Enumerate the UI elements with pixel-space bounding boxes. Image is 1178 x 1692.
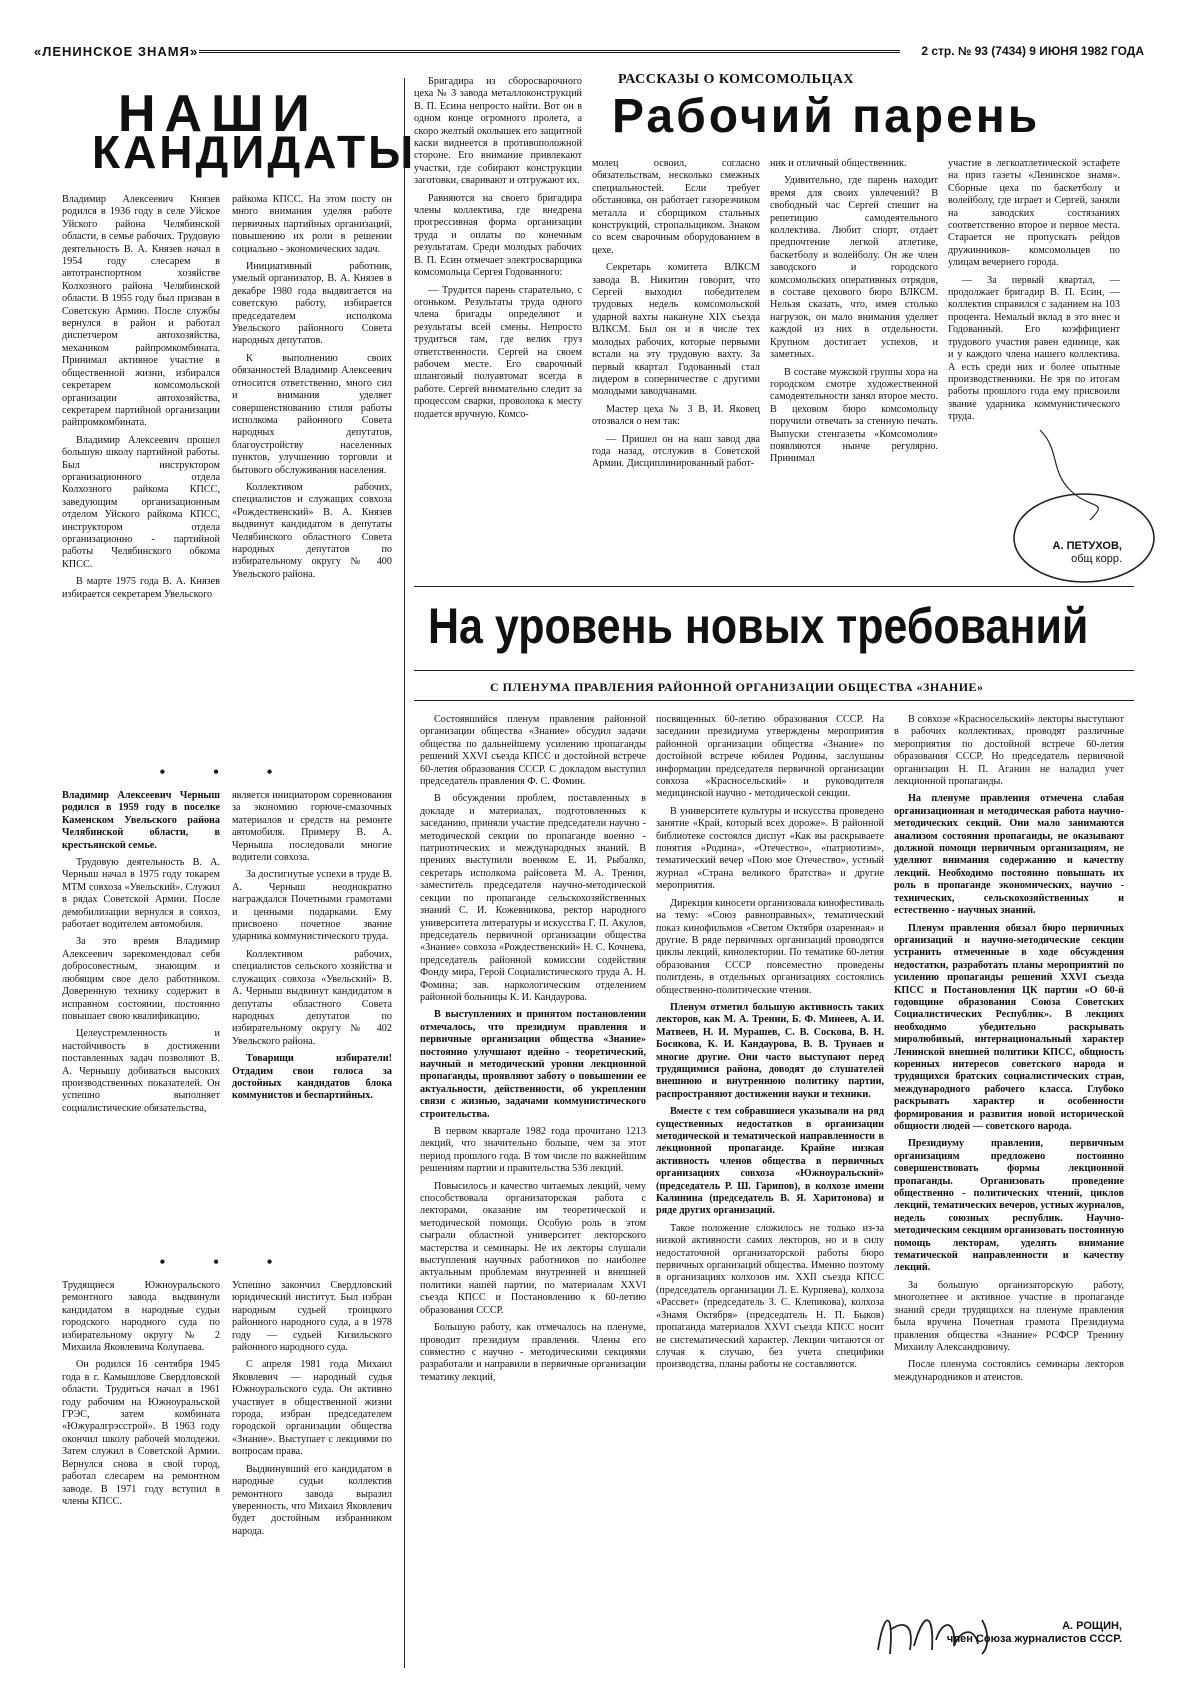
level-title: На уровень новых требований [428,598,1089,654]
paragraph: Мастер цеха № 3 В. И. Яковец отозвался о нем так: [592,403,760,428]
candidates-col1c [62,1280,220,1650]
separator-dots: • • • [159,1254,295,1271]
paragraph: — Пришел он на наш завод два года назад, отслужив в Советской Армии. Дисциплинированный работ- [592,433,760,470]
paragraph: С апреля 1981 года Михаил Яковлевич — народный судья Южноуральского суда. Он активно участвует в общественной жизни города, избран председателем городской организации общества «Знание». Выступает с лекциями по вопросам права. [232,1359,392,1458]
paragraph: Равняются на своего бригадира члены коллектива, где внедрена прогрессивная форма организации труда и оплаты по конечным результатам. Среди молодых рабочих В. П. Есин отмечает электросварщика комсомольца Сергея Годованного: [414,192,582,279]
worker-col3 [770,158,938,574]
paragraph: После пленума состоялись семинары лекторов международников и атеистов. [894,1359,1124,1383]
paragraph: Целеустремленность и настойчивость в достижении поставленных задач позволяют В. А. Чернышу добиваться высоких производственных показателей. Он успешно выполняет социалистические обязательства, [62,1028,220,1114]
worker-title: Рабочий парень [612,90,1041,143]
paragraph: Он родился 16 сентября 1945 года в г. Камышлове Свердловской области. Трудиться начал в 1961 году рабочим на Южноуральской ГРЭС, затем комбината «Южуралгрэсстрой». В 1963 году окончил школу рабочей молодежи. Затем служил в Советской Армии. Вернулся снова в свой город, работал слесарем на ремонтном заводе. В 1971 году вступил в члены КПСС. [62,1359,220,1507]
section-divider [414,586,1134,587]
paragraph: Трудящиеся Южноуральского ремонтного завода выдвинули кандидатом в народные судьи городского народного суда по избирательному округу № 2 Михаила Яковлевича Колупаева. [62,1280,220,1354]
newspaper-header [34,40,1144,66]
paragraph: Президиуму правления, первичным организациям предложено постоянно совершенствовать формы лекционной пропаганды. Организовать проведение общественно - политических чтений, циклов лекций, тематических вечеров, устных журналов, недель союзных республик. Научно-методическим секциям организовать постоянную помощь лекторам, уделять внимание тематической направленности и качеству лекций. [894,1138,1124,1274]
worker-col1 [414,76,582,574]
paragraph: Большую работу, как отмечалось на пленуме, проводит президиум правления. Члены его совместно с научно - методическими секциями разработали и направили в первичные организации тематику лекций, [420,1322,646,1383]
paragraph: Удивительно, где парень находит время для своих увлечений? В свободный час Сергей спешит на репетицию самодеятельного коллектива. Любит спорт, отдает предпочтение легкой атлетике, баскетболу и волейболу. Он же член заводского и городского комсомольских оперативных отрядов, в составе цехового бюро ВЛКСМ. Нельзя сказать, что, имея столько нагрузок, он мало внимания уделяет каждой из них в отдельности. Крупном достигает успехов, и заметных. [770,175,938,361]
candidates-col2c [232,1280,392,1650]
separator-dots: • • • [159,764,295,781]
paragraph: Владимир Алексеевич прошел большую школу партийной работы. Был инструктором организационного отдела Колхозного райкома КПСС, заведующим организационным отделом Уйского райкома КПСС, инструктором отдела организационно - партийной работы Челябинского обкома КПСС. [62,434,220,570]
paragraph: Вместе с тем собравшиеся указывали на ряд существенных недостатков в организации методической и тематической направленности в лекционной пропаганде. Крайне низкая активность членов общества в первичных организациях совхоза «Южноуральский» (председатель Р. Ш. Гарипов), в колхозе имени Калинина (председатель В. Я. Харитонова) и ряде других организаций. [656,1106,884,1217]
signature-role: общ корр. [1071,553,1122,565]
paragraph: На пленуме правления отмечена слабая организационная и методическая работа научно-методических секций. Они мало занимаются анализом состояния пропаганды, не оказывают должной помощи первичным организациям, не уделяют внимания содержанию и качеству лекций. Необходимо постоянно повышать их роль в пропаганде экономических, научно - технических, сельскохозяйственных и естественно - научных знаний. [894,793,1124,917]
paragraph: В обсуждении проблем, поставленных в докладе и материалах, подготовленных к заседанию, приняли участие председатели научно - методической секции по пропаганде военно - патриотических и международных знаний. В прениях выступили военком Е. И. Рыбалко, секретарь исполкома райсовета М. А. Тренин, заместитель председателя научно-методической секции по пропаганде сельскохозяйственных знаний С. И. Кожевникова, ректор народного университета литературы и искусства Г. П. Акулов, председатель первичной организации общества «Знание» совхоза «Рождественский» Н. С. Кочнева, председатель районной комиссии содействия Фонду мира, Герой Социалистического труда А. Н. Фомина; зав. наркологическим отделением районной больницы К. И. Кандаурова. [420,793,646,1003]
paragraph: Коллективом рабочих, специалистов и служащих совхоза «Рождественский» В. А. Князев выдвинут кандидатом в депутаты Челябинского областного Совета народных депутатов по избирательному округу № 400 Увельского района. [232,481,392,580]
paragraph: — За первый квартал, — продолжает бригадир В. П. Есин, — коллектив справился с заданием на 103 процента. Немалый вклад в это внес и Годованный. Его коэффициент трудового участия равен единице, как и у каждого члена нашего коллектива. А есть среди них и более опытные производственники. Не зря по итогам работы прошлого года ему присвоили звание ударника коммунистического труда. [948,274,1120,423]
paragraph: посвященных 60-летию образования СССР. На заседании президиума утверждены мероприятия районной организации общества «Знание» по достойной встрече юбилея Родины, заслушаны информации председателя первичной организации совхоза «Красносельский» и руководителя медицинской научно - методической секции. [656,714,884,800]
paragraph: Такое положение сложилось не только из-за низкой активности самих лекторов, но и в силу недостаточной организаторской работы бюро первичных организаций общества. Именно поэтому в организациях колхозов им. XXII съезда КПСС (председатель организации Л. Е. Курпяева), колхоза «Рассвет» (председатель З. С. Клепикова), колхоза «Знамя Октября» (председатель Н. П. Быков) пропаганда материалов XXVI съезда КПСС носит не систематический характер. Лекции читаются от случая к случаю, без учета специфики производства, планы работы не составляются. [656,1222,884,1371]
paragraph: Бригадира из сборосварочного цеха № 3 завода металлоконструкций В. П. Есина непросто найти. Вот он в одном конце огромного пролета, а скоро желтый околышек его защитной каски виднеется в противоположной стороне. Его внимание привлекают участки, где собирают конструкции заготовки, сваривают и отгружают их. [414,76,582,187]
paragraph: Пленум правления обязал бюро первичных организаций и научно-методические секции устранить отмеченные в ходе обсуждения недостатки, разработать планы мероприятий по усилению пропаганды решений XXVI съезда КПСС и Постановления ЦК партии «О 60-й годовщине образования Союза Советских Социалистических Республик». В лекциях необходимо убедительно раскрывать миролюбивый, интернациональный характер Ленинской внешней политики КПСС, общность коренных интересов советского народа и трудящихся братских социалистических стран, международного рабочего класса. Глубоко раскрывать характер и особенности формирования и развития новой исторической общности людей — советского народа. [894,922,1124,1132]
candidates-col1b [62,790,220,1280]
subtitle-rule [414,700,1134,701]
paragraph: Трудовую деятельность В. А. Черныш начал в 1975 году токарем МТМ совхоза «Увельский». Служил в рядах Советской Армии. После демобилизации вернулся в совхоз, работает водителем автомобиля. [62,857,220,931]
paragraph: райкома КПСС. На этом посту он много внимания уделяя работе первичных партийных организаций, повышению их роли в решении социально - экономических задач. [232,194,392,255]
paragraph: В составе мужской группы хора на городском смотре художественной самодеятельности занял второе место. В цеховом бюро комсомольцу поручили отвечать за стенную печать. Выпуски стенгазеты «Комсомолия» появляются нынче регулярно. Принимал [770,366,938,465]
signature-role: член Союза журналистов СССР. [946,1633,1122,1645]
paragraph: В первом квартале 1982 года прочитано 1213 лекций, что значительно больше, чем за этот период прошлого года. В том числе по важнейшим решениям партии и правительства 536 лекций. [420,1126,646,1175]
paragraph: Повысилось и качество читаемых лекций, чему способствовала организаторская работа с лекторами, оказание им теоретической и методической помощи. Особую роль в этом сыграли областной университет лекторского мастерства и семинары. Не их лекторы слушали выступления научных работников по наиболее актуальным проблемам внутренней и внешней политики нашей партии, по материалам XXVI съезда КПСС и Постановлению к 60-летию образования СССР. [420,1180,646,1316]
column-divider [404,78,405,1668]
paragraph: Успешно закончил Свердловский юридический институт. Был избран народным судьей троицкого районного народного суда, а в 1978 году — судьей Кизильского районного народного суда. [232,1280,392,1354]
signature-name: А. РОЩИН, [1062,1620,1122,1632]
paragraph: участие в легкоатлетической эстафете на приз газеты «Ленинское знамя». Сборные цеха по баскетболу и волейболу, где играет и Сергей, заняли на заводских состязаниях соответственно второе и первое места. Старается не пропускать рейдов дружинников- комсомольцев по улицам вечернего города. [948,158,1120,269]
candidates-title-line2: КАНДИДАТЫ [92,126,417,178]
paragraph: В выступлениях и принятом постановлении отмечалось, что президиум правления и первичные организации общества «Знание» постоянно улучшают идейно - теоретический, научный и методический уровни лекционной пропаганды, проявляют заботу о повышении ее актуальности, действенности, об укреплении связи с жизнью, задачами коммунистического строительства. [420,1009,646,1120]
title-rule [414,670,1134,671]
paragraph: Инициативный работник, умелый организатор, В. А. Князев в декабре 1980 года выдвигается на советскую работу, избирается председателем исполкома Увельского районного Совета народных депутатов. [232,261,392,347]
paragraph: К выполнению своих обязанностей Владимир Алексеевич относится ответственно, много сил и внимания уделяет совершенствованию стиля работы исполкома районного Совета народных депутатов, благоустройству населенных пунктов, улучшению торговли и бытового обслуживания населения. [232,352,392,476]
level-col1 [420,714,646,1664]
candidates-title-line1: НАШИ [118,85,319,143]
signature-name: А. ПЕТУХОВ, [1052,540,1122,552]
paragraph: ник и отличный общественник. [770,158,907,169]
paragraph: В марте 1975 года В. А. Князев избирается секретарем Увельского [62,576,220,600]
paragraph: Товарищи избиратели! Отдадим свои голоса за достойных кандидатов блока коммунистов и беспартийных. [232,1053,392,1102]
paragraph: Выдвинувший его кандидатом в народные судьи коллектив ремонтного завода выразил уверенность, что Михаил Яковлевич будет достойным избранником народа. [232,1463,392,1537]
candidates-col2 [232,194,392,748]
paragraph: молец освоил, согласно обязательствам, несколько смежных специальностей. Если требует обстановка, он работает газорезчиком металла и сборщиком стальных конструкций, стропальщиком. Знаком со всем сварочным оборудованием в цехе. [592,158,760,256]
newspaper-name: «ЛЕНИНСКОЕ ЗНАМЯ» [34,44,199,59]
header-rule [199,50,900,57]
paragraph: Дирекция киносети организовала кинофестиваль на тему: «Союз равноправных», тематический показ кинофильмов «Светом Октября озаренная» и другие. В ряде первичных организаций проводятся циклы лекций, кинолектории. По тематике 60-летия образования СССР повсеместно проведены политдень, в отдельных организациях состоялись общественно-политические чтения. [656,897,884,996]
paragraph: — Трудится парень старательно, с огоньком. Результаты труда одного члена бригады определяют и результаты всей смены. Непросто трудиться там, где велик груз ответственности. Сергей на своем рабочем месте. Его сварочный шланговый полуавтомат всегда в работе. Сергей внимательно следит за процессом сварки, проволока к месту подается вручную. Комсо- [414,284,582,420]
paragraph: Владимир Алексеевич Черныш родился в 1959 году в поселке Каменском Увельского района Челябинской области, в крестьянской семье. [62,790,220,851]
worker-col2 [592,158,760,574]
paragraph: Состоявшийся пленум правления районной организации общества «Знание» обсудил задачи общества по дальнейшему усилению пропаганды решений XXVI съезда КПСС и достойной встрече 60-летия образования СССР. С докладом выступил председатель правления Ф. С. Фомин. [420,714,646,788]
level-col2 [656,714,884,1664]
paragraph: Секретарь комитета ВЛКСМ завода В. Никитин говорит, что Сергей выходил победителем трудовых недель комсомольской ударной вахты накануне XIX съезда ВЛКСМ. Был он и в числе тех молодых рабочих, которые первыми встали на эту трудовую вахту. За первый квартал Годованный стал лидером в соперничестве с другими молодыми заводчанами. [592,262,760,398]
level-col3 [894,714,1124,1614]
worker-kicker: РАССКАЗЫ О КОМСОМОЛЬЦАХ [618,72,854,87]
paragraph: Владимир Алексеевич Князев родился в 1936 году в селе Уйское Уйского района Челябинской области, в семье рабочих. Трудовую деятельность В. А. Князев начал в 1954 году слесарем в автотранспортном хозяйстве Колхозного района Челябинской области. В 1955 году был призван в Советскую Армию. После службы вернулся в район и работал диспетчером автохозяйства, механиком райпромкомбината. Принимал активное участие в общественной жизни, избирался секретарем комсомольской организации автохозяйства, секретарем партийной организации райпромкомбината. [62,194,220,429]
paragraph: За это время Владимир Алексеевич зарекомендовал себя добросовестным, знающим и любящим свое дело работником. Доверенную технику содержит в исправном состоянии, постоянно повышает свою квалификацию. [62,936,220,1022]
paragraph: Коллективом рабочих, специалистов сельского хозяйства и служащих совхоза «Увельский» В. А. Черныш выдвинут кандидатом в депутаты областного Совета народных депутатов по избирательному округу № 402 Увельского района. [232,948,392,1047]
issue-info: 2 стр. № 93 (7434) 9 ИЮНЯ 1982 ГОДА [921,44,1144,58]
candidates-col1 [62,194,220,748]
ink-circle-mark [1000,410,1160,590]
paragraph: В совхозе «Красносельский» лекторы выступают в рабочих коллективах, проводят различные мероприятия по достойной встрече 60-летия образования СССР. Но председатель первичной организации Н. П. Аганин не наладил учет лекционной пропаганды. [894,714,1124,788]
level-subtitle: С ПЛЕНУМА ПРАВЛЕНИЯ РАЙОННОЙ ОРГАНИЗАЦИИ ОБЩЕСТВА «ЗНАНИЕ» [490,680,984,694]
paragraph: В университете культуры и искусства проведено занятие «Край, который всех дороже». В районной библиотеке состоялся диспут «Как вы раскрываете понятия «Родина», «Отечество», «патриотизм», тематический вечер «Пою мое Отечество», устный журнал «Страна великого братства» и другие мероприятия. [656,805,884,892]
candidates-col2b [232,790,392,1280]
paragraph: Пленум отметил большую активность таких лекторов, как М. А. Тренин, Б. Ф. Минеев, А. И. Матвеев, Н. И. Мурашев, С. В. Соскова, В. Н. Босякова, К. И. Кандаурова, В. В. Трунаев и многие другие. Они часто выступают перед трудящимися района, доводят до слушателей внешнюю и внутреннюю политику партии, распространяют достижения науки и техники. [656,1001,884,1100]
paragraph: За большую организаторскую работу, многолетнее и активное участие в пропаганде знаний среди трудящихся на пленуме правления была вручена Почетная грамота Президиума правления общества «Знание» РСФСР Тренину Михаилу Александровичу. [894,1279,1124,1353]
paragraph: является инициатором соревнования за экономию горюче-смазочных материалов и средств на ремонте автомобиля. Примеру В. А. Черныша последовали многие водители совхоза. [232,790,392,864]
level-signature [902,1620,1122,1646]
paragraph: За достигнутые успехи в труде В. А. Черныш неоднократно награждался Почетными грамотами и ценными подарками. Ему присвоено почетное звание ударника коммунистического труда. [232,869,392,943]
